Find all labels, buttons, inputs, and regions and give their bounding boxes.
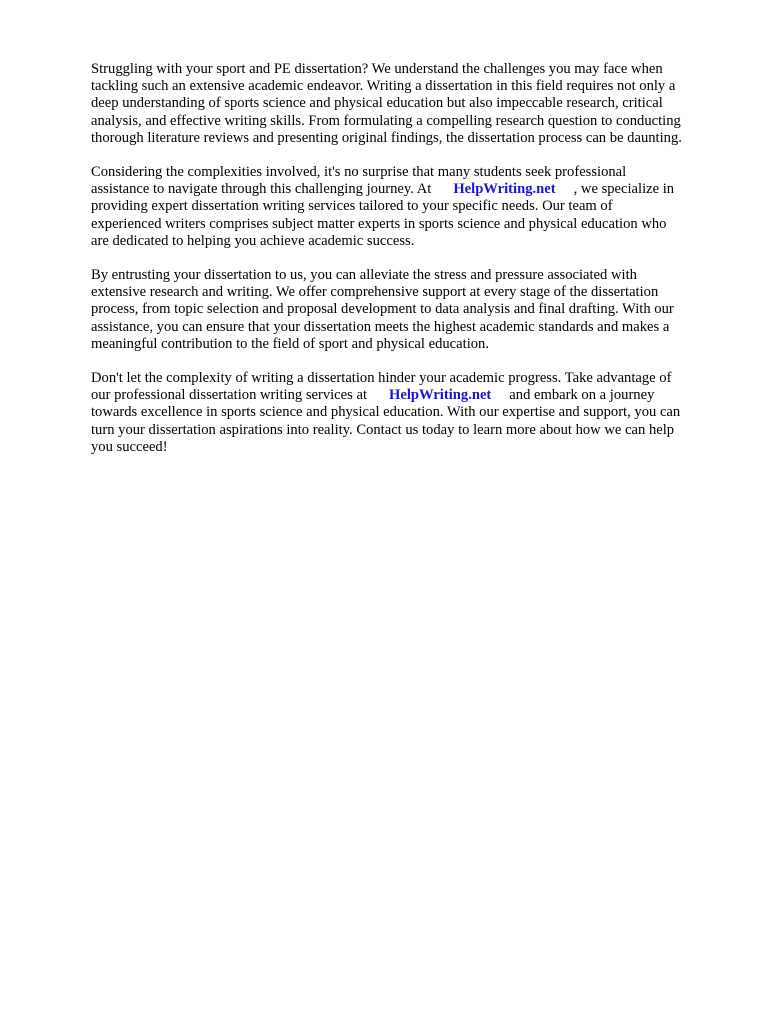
text-segment: our professional dissertation writing services at [91, 387, 367, 404]
text-line: meaningful contribution to the field of sport and physical education. [91, 335, 489, 352]
text-line-with-link [91, 181, 721, 198]
text-segment: and embark on a journey [509, 387, 655, 404]
text-line-with-link [91, 387, 721, 404]
document-page [91, 61, 721, 473]
text-line: Considering the complexities involved, it's no surprise that many students seek professional [91, 164, 627, 181]
text-line: towards excellence in sports science and physical education. With our expertise and support, you can [91, 404, 681, 421]
text-line: experienced writers comprises subject matter experts in sports science and physical education who [91, 215, 667, 232]
text-line: tackling such an extensive academic endeavor. Writing a dissertation in this field requires not only a [91, 78, 676, 95]
text-line: Struggling with your sport and PE dissertation? We understand the challenges you may face when [91, 61, 663, 77]
paragraph-entrusting [91, 267, 721, 353]
text-line: turn your dissertation aspirations into reality. Contact us today to learn more about how we can help [91, 421, 675, 438]
text-segment: assistance to navigate through this challenging journey. At [91, 181, 432, 198]
text-line: providing expert dissertation writing services tailored to your specific needs. Our team of [91, 198, 613, 215]
text-line: are dedicated to helping you achieve academic success. [91, 232, 415, 249]
paragraph-intro [91, 61, 721, 147]
text-segment: , we specialize in [573, 181, 675, 198]
text-line: process, from topic selection and proposal development to data analysis and final drafting. With our [91, 301, 674, 318]
text-line: Don't let the complexity of writing a dissertation hinder your academic progress. Take advantage of [91, 370, 672, 387]
text-line: deep understanding of sports science and physical education but also impeccable research, critical [91, 95, 663, 112]
paragraph-closing [91, 370, 721, 456]
helpwriting-link[interactable]: HelpWriting.net [453, 181, 556, 198]
paragraph-complexities [91, 164, 721, 250]
text-line: By entrusting your dissertation to us, you can alleviate the stress and pressure associated with [91, 267, 637, 284]
text-line: extensive research and writing. We offer comprehensive support at every stage of the dissertation [91, 284, 659, 301]
helpwriting-link[interactable]: HelpWriting.net [389, 387, 492, 404]
text-line: assistance, you can ensure that your dissertation meets the highest academic standards and makes a [91, 318, 670, 335]
text-line: you succeed! [91, 438, 168, 455]
text-line: thorough literature reviews and presenting original findings, the dissertation process can be daunting. [91, 129, 682, 146]
text-line: analysis, and effective writing skills. From formulating a compelling research question to conducting [91, 112, 681, 129]
